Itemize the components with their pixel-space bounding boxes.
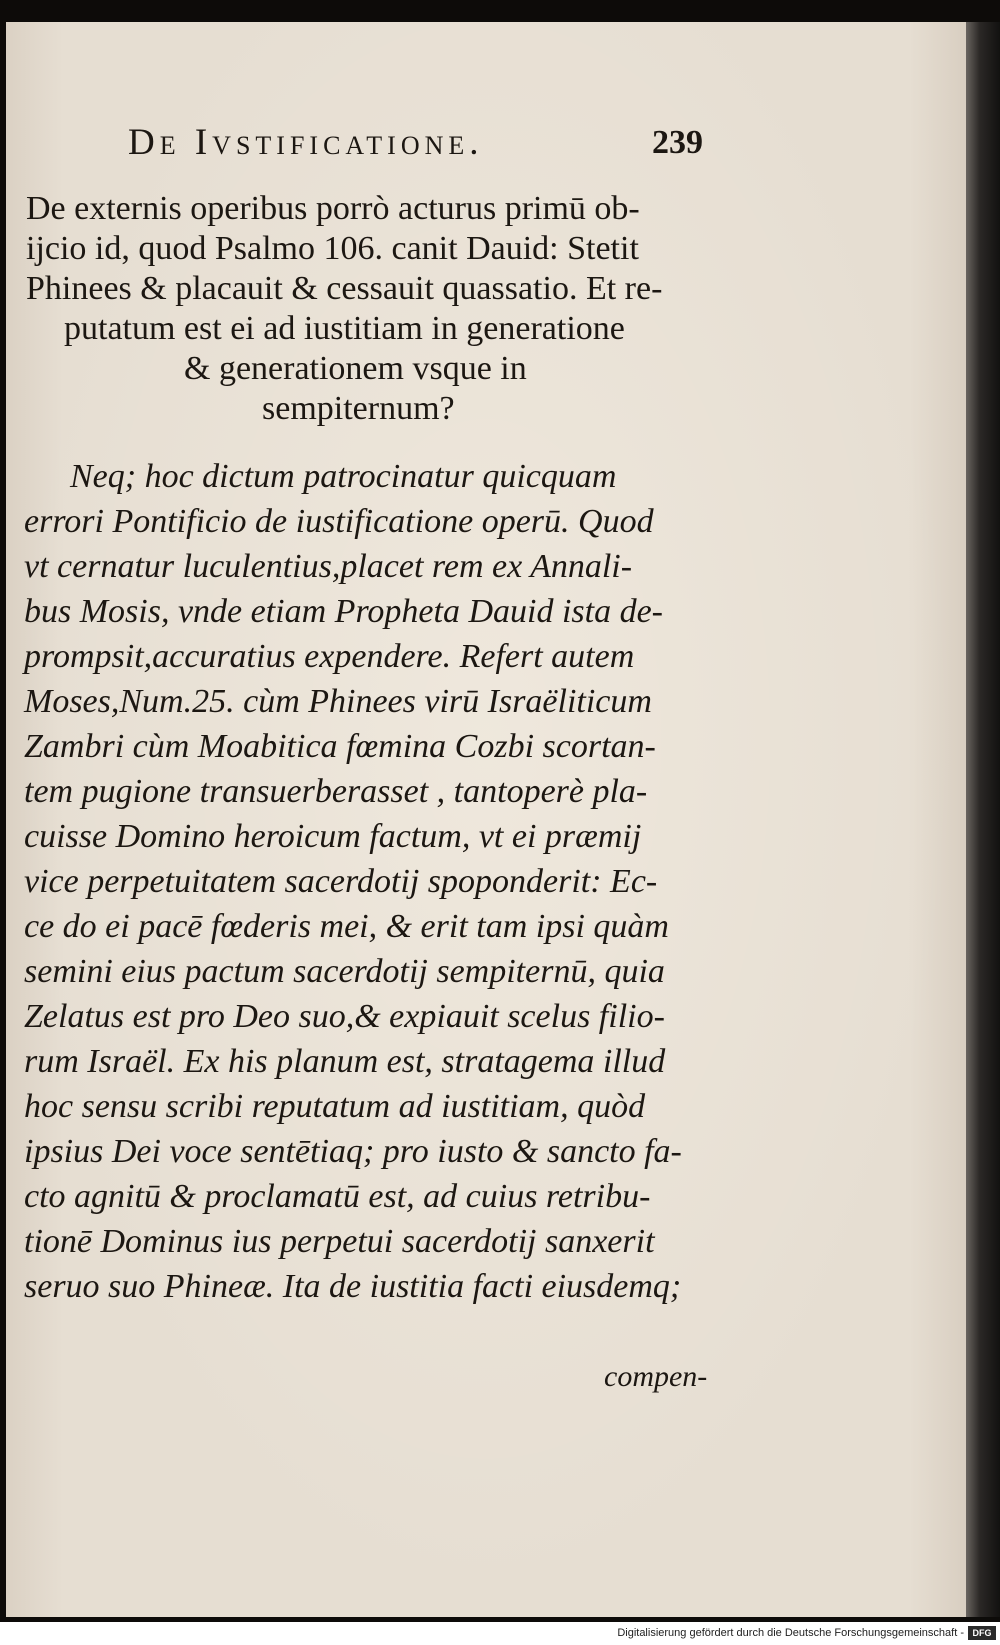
text-line-italic: cto agnitū & proclamatū est, ad cuius retribu- [24,1178,651,1215]
text-line-italic: rum Israël. Ex his planum est, stratagema illud [24,1043,666,1080]
text-line-roman: & generationem vsque in [184,350,527,387]
text-line-italic: Zambri cùm Moabitica fœmina Cozbi scortan- [24,728,656,765]
text-line-italic: vt cernatur luculentius,placet rem ex Annali- [24,548,633,585]
text-line-roman: sempiternum? [262,390,455,427]
book-page [6,22,966,1617]
text-line-italic: hoc sensu scribi reputatum ad iustitiam, quòd [24,1088,646,1125]
text-line-italic: errori Pontificio de iustificatione operū. Quod [24,503,654,540]
text-line-roman: De externis operibus porrò acturus primū ob- [26,190,640,227]
text-line-italic: cuisse Domino heroicum factum, vt ei præmij [24,818,642,855]
text-line-italic: Zelatus est pro Deo suo,& expiauit scelus filio- [24,998,665,1035]
text-line-italic: semini eius pactum sacerdotij sempiternū, quia [24,953,665,990]
catchword: compen- [604,1360,708,1393]
text-line-italic: Moses,Num.25. cùm Phinees virū Israëliticum [24,683,652,720]
text-line-roman: putatum est ei ad iustitiam in generatione [64,310,625,347]
dfg-logo: DFG [968,1626,996,1640]
text-line-roman: ijcio id, quod Psalmo 106. canit Dauid: Stetit [26,230,639,267]
text-line-italic: tem pugione transuerberasset , tantoperè pla- [24,773,648,810]
digitization-footer [0,1622,1000,1645]
text-line-roman: Phinees & placauit & cessauit quassatio. Et re- [26,270,663,307]
funding-credit: Digitalisierung gefördert durch die Deutsche Forschungsgemeinschaft - [617,1627,964,1639]
running-head: De Ivstificatione. [128,122,484,163]
text-line-italic: seruo suo Phineæ. Ita de iustitia facti eiusdemq; [24,1268,682,1305]
text-line-italic: ce do ei pacē fœderis mei, & erit tam ipsi quàm [24,908,669,945]
text-line-italic: prompsit,accuratius expendere. Refert autem [24,638,635,675]
text-line-italic: tionē Dominus ius perpetui sacerdotij sanxerit [24,1223,655,1260]
text-line-italic: ipsius Dei voce sentētiaq; pro iusto & sancto fa- [24,1133,682,1170]
text-line-italic: vice perpetuitatem sacerdotij spoponderit: Ec- [24,863,658,900]
scan-border [966,22,1000,1617]
page-number: 239 [652,124,703,161]
text-line-italic: bus Mosis, vnde etiam Propheta Dauid ista de- [24,593,663,630]
text-line-italic: Neq; hoc dictum patrocinatur quicquam [70,458,617,495]
